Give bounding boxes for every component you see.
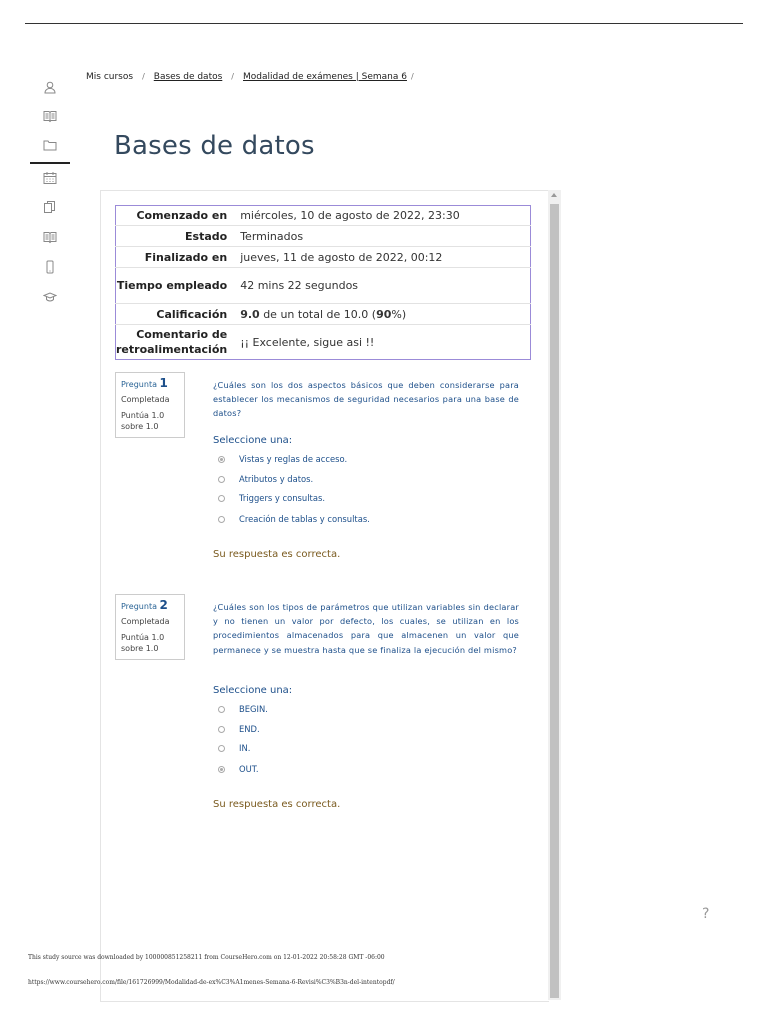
- summary-key: Estado: [116, 226, 235, 247]
- answer-option-label: Atributos y datos.: [239, 474, 314, 484]
- user-icon[interactable]: [30, 76, 70, 98]
- answer-option[interactable]: [218, 452, 347, 466]
- summary-row: [116, 304, 531, 325]
- summary-row: [116, 268, 531, 304]
- summary-key: Comenzado en: [136, 209, 228, 222]
- radio-button[interactable]: [218, 456, 225, 463]
- summary-row: [116, 206, 531, 226]
- breadcrumb: [86, 72, 423, 82]
- answer-feedback: Su respuesta es correcta.: [213, 799, 341, 810]
- radio-button[interactable]: [218, 476, 225, 483]
- breadcrumb-home[interactable]: Mis cursos: [86, 72, 134, 82]
- summary-row: [116, 226, 531, 247]
- answer-option[interactable]: [218, 741, 250, 755]
- graduation-cap-icon[interactable]: [30, 286, 70, 308]
- question-number: 1: [159, 376, 168, 390]
- grade-value: 9.0: [240, 307, 260, 321]
- radio-button[interactable]: [218, 516, 225, 523]
- summary-value: [234, 304, 530, 325]
- summary-value: 42 mins 22 segundos: [234, 268, 530, 304]
- answer-option[interactable]: [218, 722, 260, 736]
- scroll-up-arrow[interactable]: [551, 193, 557, 197]
- book-open-icon[interactable]: [30, 226, 70, 248]
- folder-icon[interactable]: [30, 134, 70, 156]
- radio-button[interactable]: [218, 726, 225, 733]
- copy-icon[interactable]: [30, 196, 70, 218]
- page-title: Bases de datos: [114, 131, 315, 161]
- scrollbar[interactable]: [548, 190, 561, 1000]
- calendar-icon[interactable]: [30, 167, 70, 189]
- answer-option-label: Creación de tablas y consultas.: [239, 514, 370, 524]
- answer-option-label: END.: [239, 724, 260, 734]
- attempt-summary-table: [115, 205, 531, 360]
- answer-option-label: OUT.: [239, 764, 259, 774]
- question-number: 2: [159, 598, 168, 612]
- summary-value: miércoles, 10 de agosto de 2022, 23:30: [240, 209, 460, 222]
- answer-option[interactable]: [218, 702, 268, 716]
- question-status: Completada: [121, 395, 170, 404]
- summary-key: Calificación: [116, 304, 235, 325]
- book-icon[interactable]: [30, 105, 70, 127]
- summary-value: ¡¡ Excelente, sigue asi !!: [234, 325, 530, 360]
- footer-download-notice: This study source was downloaded by 100000851258211 from CourseHero.com on 12-01-2022 20:58:28 GMT -06:00: [28, 954, 385, 961]
- select-one-label: Seleccione una:: [213, 435, 293, 446]
- radio-button[interactable]: [218, 706, 225, 713]
- summary-value: Terminados: [234, 226, 530, 247]
- question-label: Pregunta: [121, 380, 157, 389]
- summary-key: Tiempo empleado: [116, 268, 235, 304]
- breadcrumb-separator: /: [231, 72, 234, 81]
- mobile-icon[interactable]: [30, 256, 70, 278]
- sidebar-active-indicator: [30, 162, 70, 164]
- footer-url: https://www.coursehero.com/file/161726999/Modalidad-de-ex%C3%A1menes-Semana-6-Revisi%C3%B3n-del-intentopdf/: [28, 979, 395, 986]
- answer-option[interactable]: [218, 512, 370, 526]
- summary-row: [116, 325, 531, 360]
- breadcrumb-course-link[interactable]: Bases de datos: [153, 72, 223, 82]
- answer-option-label: BEGIN.: [239, 704, 268, 714]
- question-score: Puntúa 1.0 sobre 1.0: [121, 633, 165, 653]
- question-info-2: [115, 594, 185, 660]
- select-one-label: Seleccione una:: [213, 685, 293, 696]
- answer-option-label: IN.: [239, 743, 251, 753]
- answer-option-label: Vistas y reglas de acceso.: [239, 454, 348, 464]
- question-status: Completada: [121, 617, 170, 626]
- grade-total: de un total de 10.0 (: [259, 307, 377, 321]
- breadcrumb-separator: /: [142, 72, 145, 81]
- radio-button[interactable]: [218, 495, 225, 502]
- answer-option[interactable]: [218, 762, 259, 776]
- summary-key: Comentario de retroalimentación: [116, 325, 235, 360]
- scroll-thumb[interactable]: [550, 204, 559, 998]
- breadcrumb-separator: /: [410, 72, 414, 81]
- grade-percent-sign: %): [391, 307, 407, 321]
- top-divider: [25, 23, 743, 24]
- question-text-2: ¿Cuáles son los tipos de parámetros que utilizan variables sin declarar y no tienen un valor por defecto, los cuales, se utilizan en los procedimientos almacenados para que almacenen un valor que permanece y se muestra hasta que se finaliza la ejecución del mismo?: [213, 602, 519, 655]
- grade-percent: 90: [376, 307, 392, 321]
- answer-option[interactable]: [218, 491, 325, 505]
- breadcrumb-section-link[interactable]: Modalidad de exámenes | Semana 6: [243, 72, 407, 82]
- answer-option-label: Triggers y consultas.: [239, 493, 326, 503]
- question-text-1: ¿Cuáles son los dos aspectos básicos que deben considerarse para establecer los mecanismos de seguridad necesarios para una base de datos?: [213, 380, 519, 419]
- summary-value: jueves, 11 de agosto de 2022, 00:12: [234, 247, 530, 268]
- question-info-1: [115, 372, 185, 438]
- summary-row: [116, 247, 531, 268]
- radio-button[interactable]: [218, 766, 225, 773]
- answer-option[interactable]: [218, 472, 313, 486]
- question-label: Pregunta: [121, 602, 157, 611]
- summary-key: Finalizado en: [116, 247, 235, 268]
- question-score: Puntúa 1.0 sobre 1.0: [121, 411, 165, 431]
- answer-feedback: Su respuesta es correcta.: [213, 549, 341, 560]
- radio-button[interactable]: [218, 745, 225, 752]
- help-icon[interactable]: ?: [702, 906, 710, 922]
